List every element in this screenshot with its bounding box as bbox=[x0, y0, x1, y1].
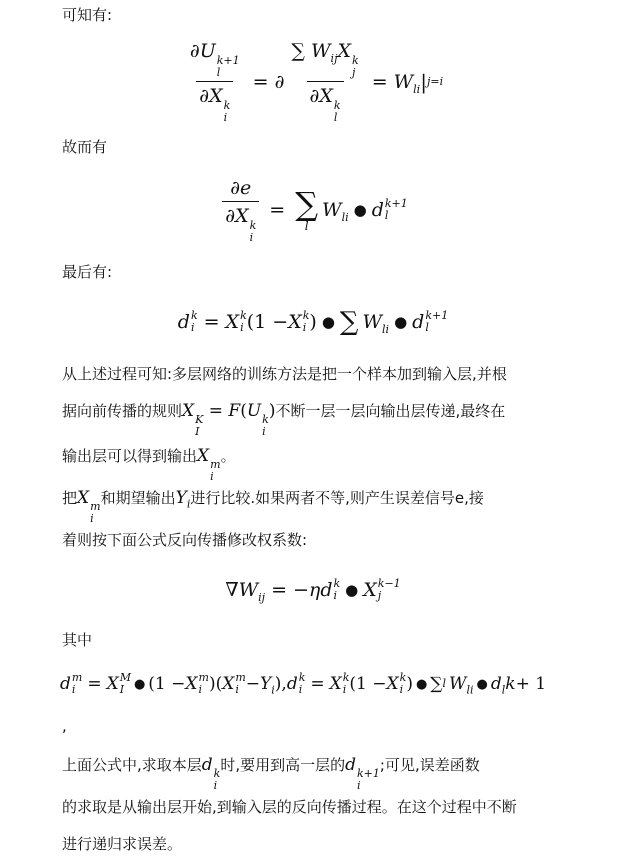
paragraph-1-line-3 bbox=[62, 446, 236, 483]
paragraph-2-line-1-mid: 和期望输出 bbox=[100, 489, 176, 507]
paragraph-2-line-1-start: 把 bbox=[62, 489, 78, 507]
paragraph-2-line-1-end: 进行比较.如果两者不等,则产生误差信号e,接 bbox=[190, 489, 484, 507]
target-symbol: $Y_i$ bbox=[175, 488, 191, 511]
paragraph-3-line-1-end: ;可见,误差函数 bbox=[379, 756, 480, 774]
paragraph-2-line-2: 着则按下面公式反向传播修改权系数: bbox=[62, 531, 308, 549]
paragraph-1-line-2-end: 不断一层一层向输出层传递,最终在 bbox=[275, 402, 506, 420]
comma-line: , bbox=[62, 717, 67, 735]
output-symbol-2: X m i bbox=[77, 488, 101, 525]
label-where: 其中 bbox=[62, 631, 93, 649]
label-known: 可知有: bbox=[62, 6, 113, 24]
propagation-rule: X K I = F(U k i ) bbox=[182, 401, 276, 438]
paragraph-1-line-1: 从上述过程可知:多层网络的训练方法是把一个样本加到输入层,并根 bbox=[62, 365, 507, 383]
paragraph-3-line-1-start: 上面公式中,求取本层 bbox=[62, 756, 202, 774]
paragraph-3-line-1 bbox=[62, 755, 480, 792]
delta-symbol-current: d k i bbox=[201, 755, 221, 792]
equation-delta: d k i = X k i (1 − X k i ) ● ∑ $W_{li}$ ● d k+1 l bbox=[177, 307, 449, 337]
equation-partial-e: ∂e ∂X k i = ∑ l $W_{li}$ ● d k+1 l bbox=[0, 178, 626, 242]
output-symbol: X m i bbox=[197, 446, 221, 483]
equation-deltas-definition: d m i = X M I ● (1 − X m i )( X m i − $Y_i$ ), d k i = X k i (1 − X k i ) ● ∑ l $W_{li}$ ● $d_lk$ + 1 bbox=[60, 671, 547, 697]
label-finally: 最后有: bbox=[62, 263, 113, 281]
paragraph-2-line-1 bbox=[62, 488, 484, 525]
paragraph-1-line-2-start: 据向前传播的规则 bbox=[62, 402, 183, 420]
equation-weight-update: ∇ $W_{ij}$ = − η d k i ● X k−1 j bbox=[225, 577, 401, 604]
paragraph-1-line-3-start: 输出层可以得到输出 bbox=[62, 447, 198, 465]
delta-symbol-higher: d k+1 i bbox=[345, 755, 380, 792]
paragraph-3-line-1-mid: 时,要用到高一层的 bbox=[220, 756, 346, 774]
equation-partial-u: ∂U k+1 l ∂X k i = ∂ ∑ $W_{ij}X$ k j ∂X k l = $W_{li}$ | j=i bbox=[189, 40, 444, 124]
label-hence: 故而有 bbox=[62, 138, 108, 156]
paragraph-1-line-3-end: 。 bbox=[220, 447, 236, 465]
paragraph-3-line-2: 的求取是从输出层开始,到输入层的反向传播过程。在这个过程中不断 bbox=[62, 798, 517, 816]
paragraph-1-line-2 bbox=[62, 401, 505, 438]
paragraph-3-line-3: 进行递归求误差。 bbox=[62, 835, 183, 853]
